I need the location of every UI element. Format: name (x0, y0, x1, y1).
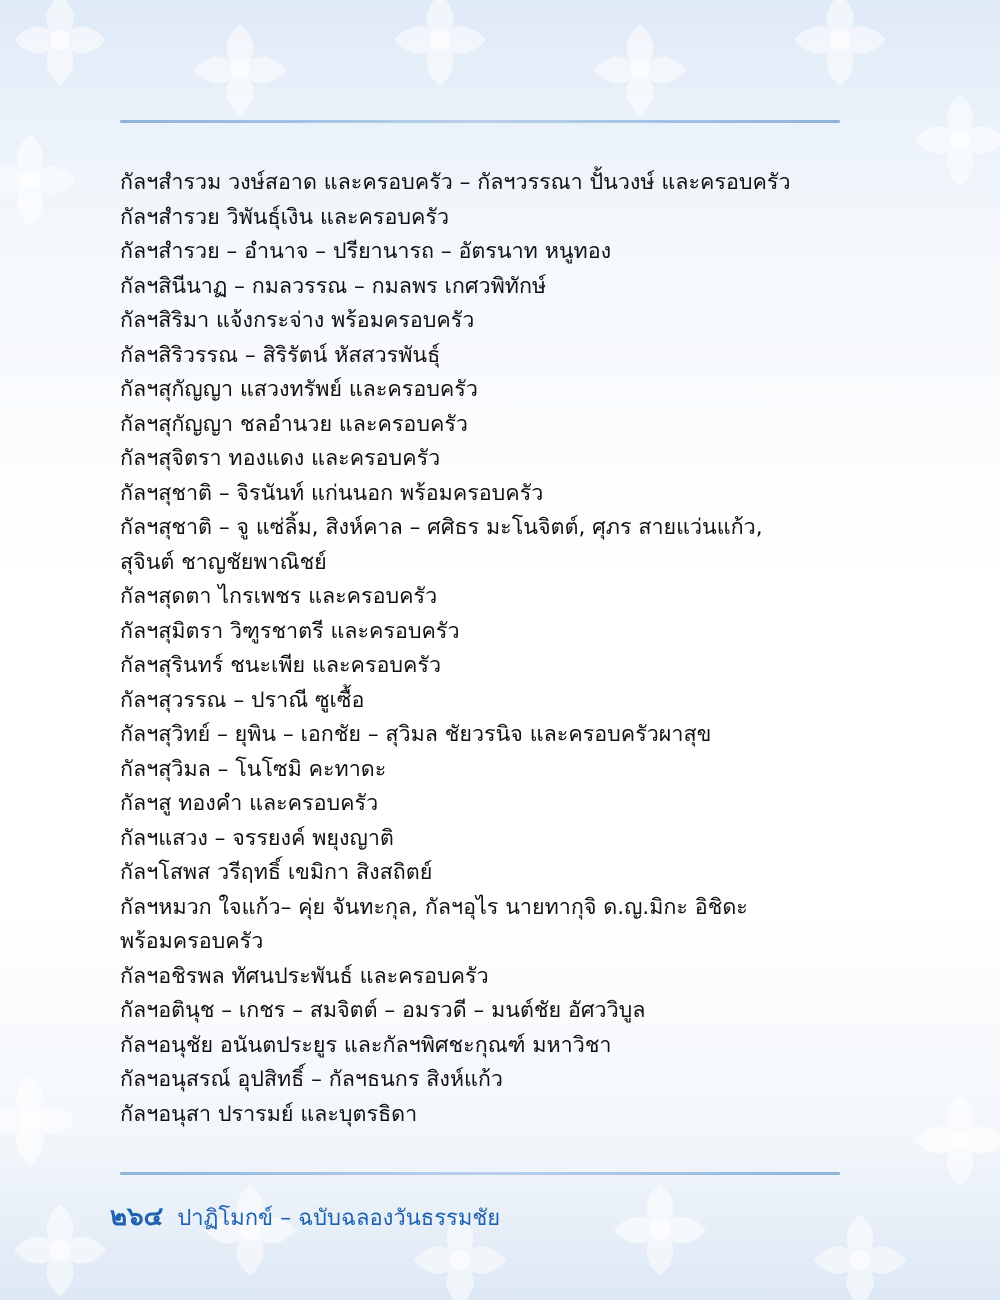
list-line: กัลฯอนุชัย อนันตประยูร และกัลฯพิศชะกุณฑ์ มหาวิชา (120, 1032, 612, 1058)
list-line: กัลฯอตินุช – เกชร – สมจิตต์ – อมรวดี – มนต์ชัย อัศววิบูล (120, 998, 646, 1023)
list-line: กัลฯสิริมา แจ้งกระจ่าง พร้อมครอบครัว (120, 308, 475, 333)
list-line: กัลฯสำรวย – อำนาจ – ปรียานารถ – อัตรนาท หนูทอง (120, 239, 612, 264)
book-title: ปาฏิโมกข์ – ฉบับฉลองวันธรรมชัย (177, 1206, 501, 1231)
list-line: กัลฯสินีนาฏ – กมลวรรณ – กมลพร เกศวพิทักษ์ (120, 273, 547, 299)
list-line: กัลฯสุวิมล – โนโซมิ คะทาดะ (120, 756, 387, 782)
list-line: กัลฯสุรินทร์ ชนะเพีย และครอบครัว (120, 653, 442, 678)
list-line: กัลฯสุมิตรา วิฑูรชาตรี และครอบครัว (120, 618, 460, 644)
list-line: กัลฯอนุสา ปรารมย์ และบุตรธิดา (120, 1101, 418, 1127)
list-line: กัลฯสุชาติ – จู แซ่ลิ้ม, สิงห์คาล – ศศิธร มะโนจิตต์, ศุภร สายแว่นแก้ว, (120, 515, 763, 540)
page-footer (110, 1196, 500, 1237)
list-line: กัลฯสุดตา ไกรเพชร และครอบครัว (120, 584, 438, 609)
list-line: กัลฯสุวิทย์ – ยุพิน – เอกชัย – สุวิมล ชัยวรนิจ และครอบครัวผาสุข (120, 722, 712, 747)
list-line: กัลฯหมวก ใจแก้ว– คุ่ย จันทะกุล, กัลฯอุไร นายทากุจิ ด.ญ.มิกะ อิชิดะ (120, 894, 748, 920)
list-line: กัลฯสู ทองคำ และครอบครัว (120, 791, 379, 816)
list-line: กัลฯสุกัญญา ชลอำนวย และครอบครัว (120, 411, 468, 437)
list-line: กัลฯสุวรรณ – ปราณี ซูเซื้อ (120, 687, 365, 713)
list-line: สุจินต์ ชาญชัยพาณิชย์ (120, 549, 327, 575)
list-line: กัลฯโสพส วรีฤทธิ์ เขมิกา สิงสถิตย์ (120, 860, 433, 885)
list-line: กัลฯแสวง – จรรยงค์ พยุงญาติ (120, 825, 394, 851)
list-line: กัลฯอชิรพล ทัศนประพันธ์ และครอบครัว (120, 963, 489, 989)
top-divider (120, 120, 840, 123)
list-line: กัลฯสิริวรรณ – สิริรัตน์ หัสสวรพันธุ์ (120, 342, 441, 368)
bottom-divider (120, 1172, 840, 1175)
list-line: กัลฯสุกัญญา แสวงทรัพย์ และครอบครัว (120, 377, 478, 402)
list-line: กัลฯอนุสรณ์ อุปสิทธิ์ – กัลฯธนกร สิงห์แก้ว (120, 1067, 503, 1092)
page-number: ๒๖๔ (110, 1202, 164, 1232)
list-line: กัลฯสำรวม วงษ์สอาด และครอบครัว – กัลฯวรรณา ปั้นวงษ์ และครอบครัว (120, 170, 791, 195)
list-line: กัลฯสำรวย วิพันธุ์เงิน และครอบครัว (120, 204, 450, 230)
list-line: กัลฯสุชาติ – จิรนันท์ แก่นนอก พร้อมครอบครัว (120, 480, 544, 506)
donor-list (120, 166, 840, 1132)
list-line: กัลฯสุจิตรา ทองแดง และครอบครัว (120, 446, 441, 471)
list-line: พร้อมครอบครัว (120, 929, 264, 954)
